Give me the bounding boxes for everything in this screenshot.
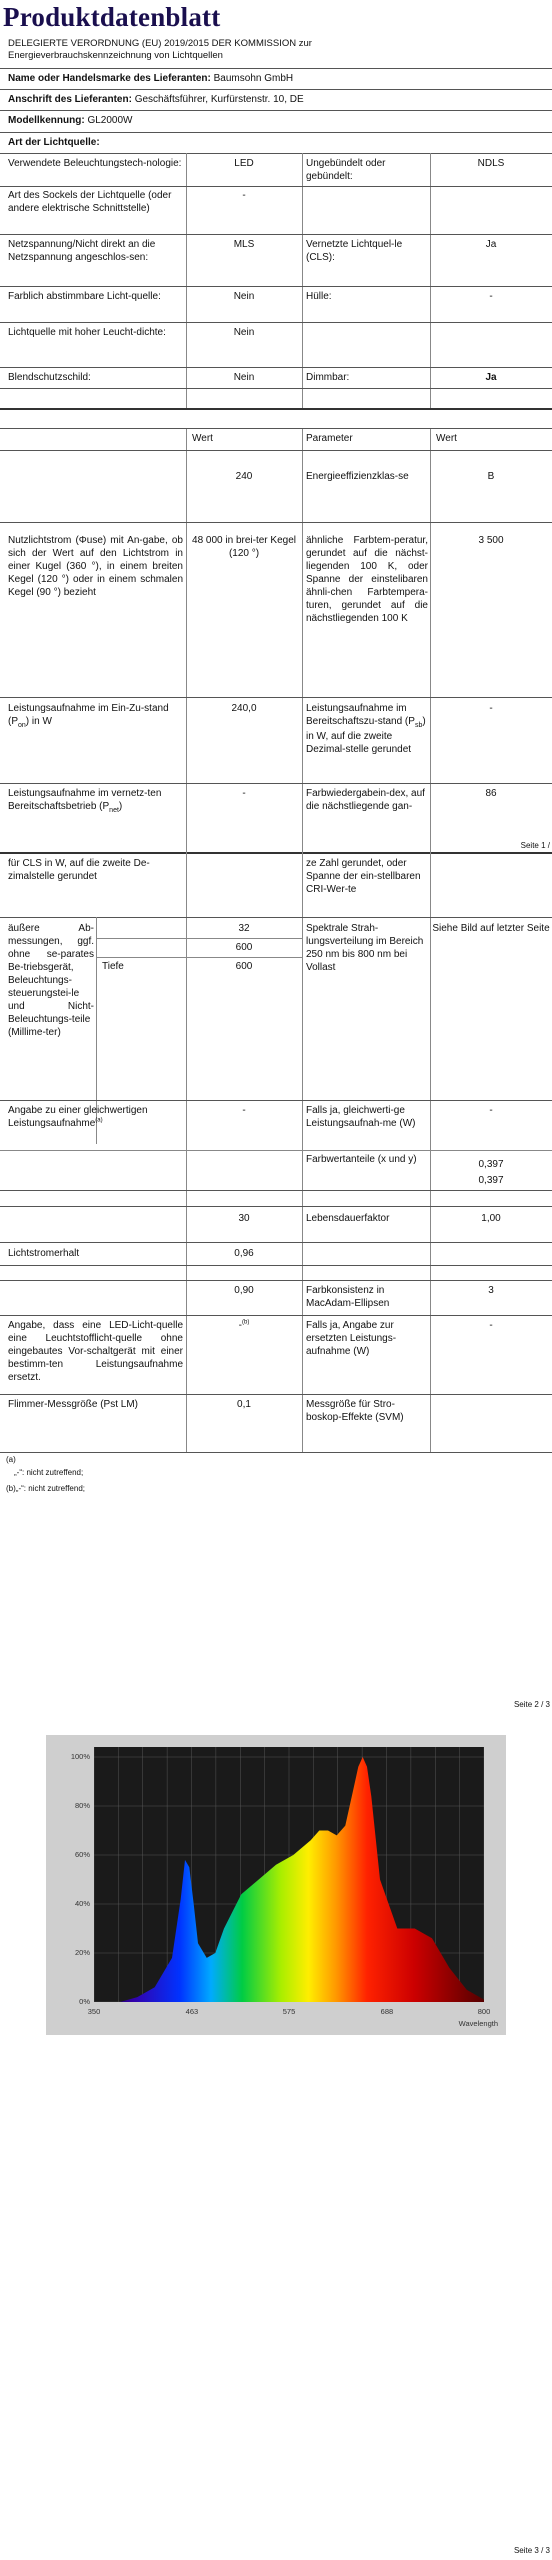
chromaticity-y-value: 0,397	[478, 1175, 504, 1186]
type-row-2-label: Art des Sockels der Lichtquelle (oder andere elektrische Schnittstelle)	[8, 190, 172, 214]
lifetime-factor-value: 1,00	[481, 1213, 501, 1224]
equivalent-power-value: -	[242, 1105, 246, 1116]
flicker-value: 0,1	[237, 1399, 251, 1410]
type-row-1-value-2: NDLS	[477, 158, 505, 169]
standby-power-label: Leistungsaufnahme im Bereitschaftszu-stand $(P_{sb})$ in W, auf die zweite Dezimal-stelle gerundet	[306, 703, 426, 756]
on-mode-power-value: 240,0	[231, 703, 257, 714]
y-tick-label: 20%	[74, 1948, 90, 1957]
equivalent-power-yes-value: -	[489, 1105, 493, 1116]
dimensions-label: äußere Ab-messungen, ggf. ohne se-parates Be-triebsgerät, Beleuchtungs-steuerungstei-le und Nicht-Beleuchtungs-teile (Millime-ter)	[8, 923, 94, 1038]
type-row-3-value-2: Ja	[485, 239, 497, 250]
cri-value: 86	[485, 788, 497, 799]
x-tick-label: 575	[282, 2007, 296, 2016]
page-number-1: Seite 1 /	[520, 841, 550, 850]
x-tick-label: 350	[87, 2007, 101, 2016]
supplier-label: Name oder Handelsmarke des Lieferanten: Baumsohn GmbH	[8, 73, 294, 84]
led-replacement-yes-label: Falls ja, Angabe zur ersetzten Leistungs-aufnahme (W)	[306, 1320, 397, 1357]
address-label: Anschrift des Lieferanten: Geschäftsführer, Kurfürstenstr. 10, DE	[8, 94, 304, 105]
equivalent-power-yes-label: Falls ja, gleichwerti-ge Leistungsaufnah-me (W)	[306, 1105, 416, 1129]
on-mode-power-label: Leistungsaufnahme im Ein-Zu-stand $(P_{on})$ in W	[8, 703, 169, 729]
type-row-6-value-2: Ja	[485, 372, 497, 383]
type-row-6-value: Nein	[233, 372, 255, 383]
header-value: Wert	[192, 433, 213, 444]
led-replacement-yes-value: -	[489, 1320, 493, 1331]
x-axis-label: Wavelength	[458, 2019, 498, 2028]
spectral-chart-plot	[94, 1747, 484, 2002]
dimension-width-value: 600	[235, 942, 253, 953]
type-row-1-label: Verwendete Beleuchtungstech-nologie:	[8, 158, 182, 169]
cri-label-cont: ze Zahl gerundet, oder Spanne der ein-stellbaren CRI-Wer-te	[306, 858, 421, 895]
networked-standby-value: -	[242, 788, 246, 799]
type-row-5-value: Nein	[233, 327, 255, 338]
type-row-3-label: Netzspannung/Nicht direkt an die Netzspannung angeschlos-sen:	[8, 239, 156, 263]
standby-power-value: -	[489, 703, 493, 714]
cct-label: ähnliche Farbtem-peratur, gerundet auf die nächst-liegenden 100 K, oder Spanne der einstelibaren ähnli-chen Farbtempera-turen, gerundet auf die nächstliegenden 100 K	[306, 535, 428, 624]
page-number-3: Seite 3 / 3	[513, 2546, 550, 2555]
luminous-flux-value: 48 000 in brei-ter Kegel (120 °)	[192, 535, 296, 559]
x-tick-label: 688	[380, 2007, 394, 2016]
macadam-label: Farbkonsistenz in MacAdam-Ellipsen	[306, 1285, 390, 1309]
dimension-depth-value: 600	[235, 961, 253, 972]
type-row-4-value: Nein	[233, 291, 255, 302]
led-replacement-label: Angabe, dass eine LED-Licht-quelle eine Leuchtstofflicht-quelle ohne eingebautes Vor-schaltgerät mit einer bestimm-ten Leistungsaufnahme ersetzt.	[8, 1320, 183, 1383]
spectral-distribution-value: Siehe Bild auf letzter Seite	[432, 923, 550, 934]
lumen-maintenance-label: Lichtstromerhalt	[8, 1248, 80, 1259]
energy-value: 240	[235, 471, 253, 482]
type-row-6-label-2: Dimmbar:	[306, 372, 350, 383]
type-row-3-label-2: Vernetzte Lichtquel-le (CLS):	[306, 239, 403, 263]
lifetime-factor-label: Lebensdauerfaktor	[306, 1213, 390, 1224]
y-tick-label: 80%	[74, 1801, 90, 1810]
spectral-chart	[94, 1747, 484, 2002]
luminous-flux-label: Nutzlichtstrom (Φuse) mit An-gabe, ob sich der Wert auf den Lichtstrom in einer Kugel (360 °), in einem breiten Kegel (120 °) oder in einem schmalen Kegel (90 °) bezieht	[8, 535, 183, 598]
type-row-2-value: -	[242, 190, 246, 201]
lumen-maintenance-value: 0,96	[234, 1248, 254, 1259]
chromaticity-label: Farbwertanteile (x und y)	[306, 1154, 417, 1165]
type-row-4-value-2: -	[489, 291, 493, 302]
dimension-height-value: 32	[238, 923, 250, 934]
x-tick-label: 463	[185, 2007, 199, 2016]
type-row-4-label-2: Hülle:	[306, 291, 332, 302]
header-value-2: Wert	[436, 433, 457, 444]
header-parameter: Parameter	[306, 433, 353, 444]
flicker-label: Flimmer-Messgröße (Pst LM)	[8, 1399, 139, 1410]
dimension-depth-label: Tiefe	[102, 961, 124, 972]
light-source-type-label: Art der Lichtquelle:	[8, 137, 100, 148]
x-tick-label: 800	[477, 2007, 491, 2016]
macadam-steps: 3	[488, 1285, 494, 1296]
led-replacement-value: -$^{(b)}$	[238, 1319, 250, 1331]
type-row-4-label: Farblich abstimmbare Licht-quelle:	[8, 291, 161, 302]
type-row-3-value: MLS	[233, 239, 255, 250]
y-tick-label: 0%	[79, 1997, 90, 2006]
regulation-reference: DELEGIERTE VERORDNUNG (EU) 2019/2015 DER KOMMISSION zur Energieverbrauchskennzeichnung von Lichtquellen	[8, 38, 312, 62]
type-row-6-label: Blendschutzschild:	[8, 372, 91, 383]
spectral-chart-frame	[46, 1735, 506, 2035]
lifetime-value: 30	[238, 1213, 250, 1224]
footnote-a-text: „-“: nicht zutreffend;	[14, 1468, 84, 1477]
y-tick-label: 100%	[70, 1752, 90, 1761]
footnote-b-text: (b)„-“: nicht zutreffend;	[6, 1484, 85, 1493]
document-title: Produktdatenblatt	[3, 2, 221, 32]
page-number-2: Seite 2 / 3	[513, 1700, 550, 1709]
cri-label: Farbwiedergabein-dex, auf die nächstliegende gan-	[306, 788, 425, 812]
cct-value: 3 500	[478, 535, 504, 546]
svm-label: Messgröße für Stro-boskop-Effekte (SVM)	[306, 1399, 404, 1423]
type-row-1-value: LED	[234, 158, 254, 169]
type-row-1-label-2: Ungebündelt oder gebündelt:	[306, 158, 386, 182]
networked-standby-label: Leistungsaufnahme im vernetz-ten Bereitschaftsbetrieb $(P_{net})$	[8, 788, 162, 814]
footnote-a-marker: (a)	[6, 1455, 16, 1464]
energy-class-value: B	[487, 471, 495, 482]
y-tick-label: 40%	[74, 1899, 90, 1908]
chromaticity-x-value: 0,397	[478, 1159, 504, 1170]
energy-class-label: Energieeffizienzklas-se	[306, 471, 409, 482]
networked-standby-label-cont: für CLS in W, auf die zweite De-zimalstelle gerundet	[8, 858, 150, 882]
y-tick-label: 60%	[74, 1850, 90, 1859]
macadam-value: 0,90	[234, 1285, 254, 1296]
spectral-distribution-label: Spektrale Strah-lungsverteilung im Bereich 250 nm bis 800 nm bei Vollast	[306, 923, 424, 973]
model-label: Modellkennung: GL2000W	[8, 115, 133, 126]
type-row-5-label: Lichtquelle mit hoher Leucht-dichte:	[8, 327, 166, 338]
equivalent-power-label: Angabe zu einer gleichwertigen Leistungsaufnahme$^{(a)}$	[8, 1105, 148, 1129]
